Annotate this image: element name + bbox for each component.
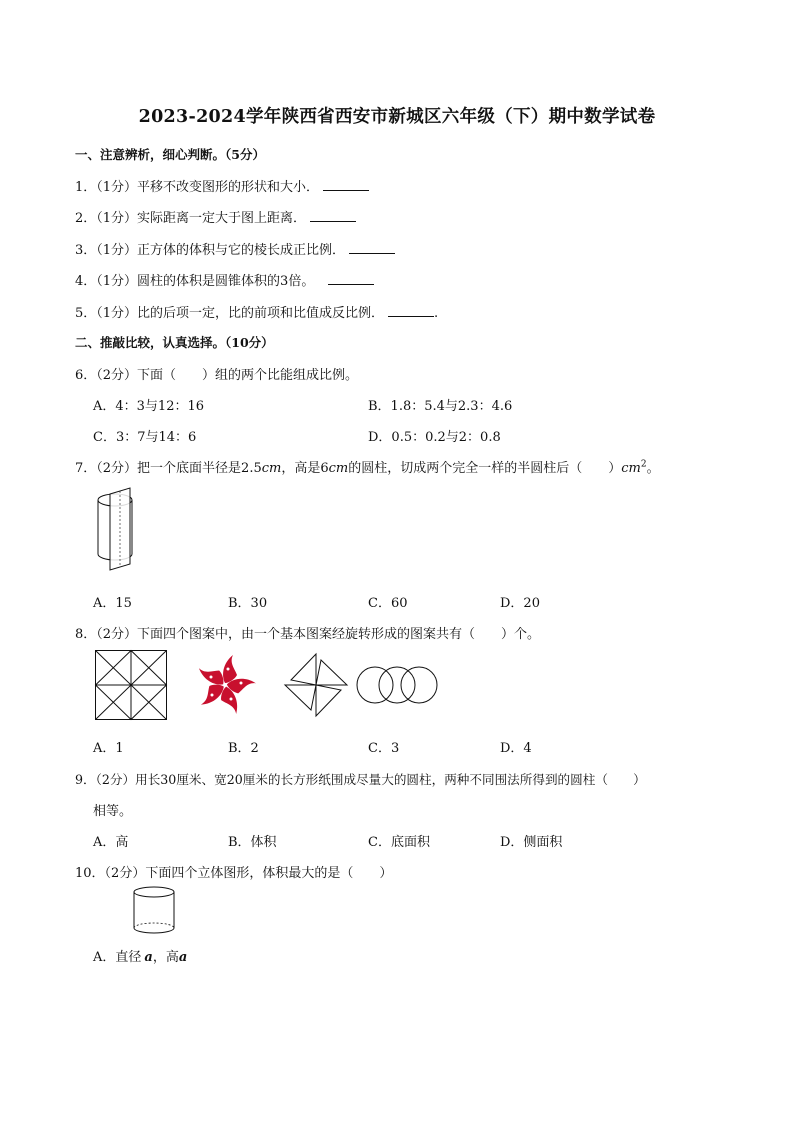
q7-mid: ，高是	[281, 461, 321, 476]
answer-blank-1[interactable]	[323, 189, 369, 191]
half-cylinder-figure	[90, 486, 150, 576]
q7-height: 6	[320, 461, 329, 476]
question-3-text: 3．（1分）正方体的体积与它的棱长成正比例．	[75, 243, 346, 258]
q7-end: 。	[646, 461, 660, 476]
page-title: 2023-2024学年陕西省西安市新城区六年级（下）期中数学试卷	[138, 107, 656, 127]
q8-option-d[interactable]: D．4	[500, 741, 532, 756]
answer-blank-3[interactable]	[349, 252, 395, 254]
q7-option-a[interactable]: A．15	[93, 596, 132, 611]
q8-option-c[interactable]: C．3	[368, 741, 400, 756]
answer-blank-2[interactable]	[310, 220, 356, 222]
q9-option-b[interactable]: B．体积	[228, 835, 277, 850]
q6-option-b[interactable]: B．1.8：5.4与2.3：4.6	[368, 399, 513, 414]
q7-unit-1: cm	[261, 461, 282, 476]
question-7	[75, 457, 660, 476]
question-3	[75, 239, 395, 258]
section-2-heading: 二、推敲比较，认真选择。（10分）	[75, 335, 274, 350]
q6-option-d[interactable]: D．0.5：0.2与2：0.8	[368, 430, 501, 445]
question-1	[75, 176, 369, 195]
question-9-line-1: 9．（2分）用长30厘米、宽20厘米的长方形纸围成尽量大的圆柱，两种不同围法所得到的圆柱（ ）	[75, 772, 646, 787]
q6-option-a[interactable]: A．4：3与12：16	[93, 399, 205, 414]
question-2-text: 2．（1分）实际距离一定大于图上距离．	[75, 211, 307, 226]
question-4	[75, 270, 374, 289]
square-diagonals-pattern	[95, 650, 167, 720]
bauhinia-flower-pattern	[190, 650, 260, 720]
section-1-heading: 一、注意辨析，细心判断。（5分）	[75, 147, 265, 162]
q7-unit-3: cm	[621, 461, 641, 476]
q7-radius: 2.5	[241, 461, 262, 476]
q7-option-d[interactable]: D．20	[500, 596, 540, 611]
three-circles-pattern	[355, 664, 439, 706]
q8-option-a[interactable]: A．1	[93, 741, 124, 756]
pinwheel-pattern	[283, 652, 349, 718]
q7-exponent: 2	[640, 459, 647, 470]
question-5	[75, 302, 438, 321]
q10-sep: ，	[152, 950, 166, 965]
question-9-line-2: 相等。	[93, 804, 133, 819]
cylinder-figure	[131, 886, 177, 936]
q10-var-a: a	[144, 950, 153, 965]
q7-unit-2: cm	[328, 461, 349, 476]
question-5-tail: .	[434, 306, 439, 321]
question-4-text: 4．（1分）圆柱的体积是圆锥体积的3倍。	[75, 274, 315, 289]
question-2	[75, 207, 356, 226]
question-5-text: 5．（1分）比的后项一定，比的前项和比值成反比例．	[75, 306, 385, 321]
question-8-text: 8．（2分）下面四个图案中，由一个基本图案经旋转形成的图案共有（ ）个。	[75, 627, 541, 642]
q10-option-a-height: 高	[165, 950, 179, 965]
q9-option-c[interactable]: C．底面积	[368, 835, 430, 850]
q9-option-d[interactable]: D．侧面积	[500, 835, 563, 850]
q7-option-c[interactable]: C．60	[368, 596, 408, 611]
question-6-text: 6．（2分）下面（ ）组的两个比能组成比例。	[75, 368, 359, 383]
q8-option-b[interactable]: B．2	[228, 741, 259, 756]
question-1-text: 1．（1分）平移不改变图形的形状和大小．	[75, 180, 320, 195]
answer-blank-4[interactable]	[328, 283, 374, 285]
q9-option-a[interactable]: A．高	[93, 835, 129, 850]
q10-option-a-prefix: A．	[93, 950, 116, 965]
question-10-text: 10．（2分）下面四个立体图形，体积最大的是（ ）	[75, 866, 393, 881]
q10-var-a2: a	[178, 950, 188, 965]
q7-pre: 7．（2分）把一个底面半径是	[75, 461, 242, 476]
answer-blank-5[interactable]	[388, 315, 434, 317]
q7-option-b[interactable]: B．30	[228, 596, 268, 611]
q7-post: 的圆柱，切成两个完全一样的半圆柱后（ ）	[348, 461, 622, 476]
q6-option-c[interactable]: C．3：7与14：6	[93, 430, 197, 445]
q10-option-a[interactable]	[93, 946, 187, 965]
q10-option-a-diameter: 直径	[115, 950, 142, 965]
